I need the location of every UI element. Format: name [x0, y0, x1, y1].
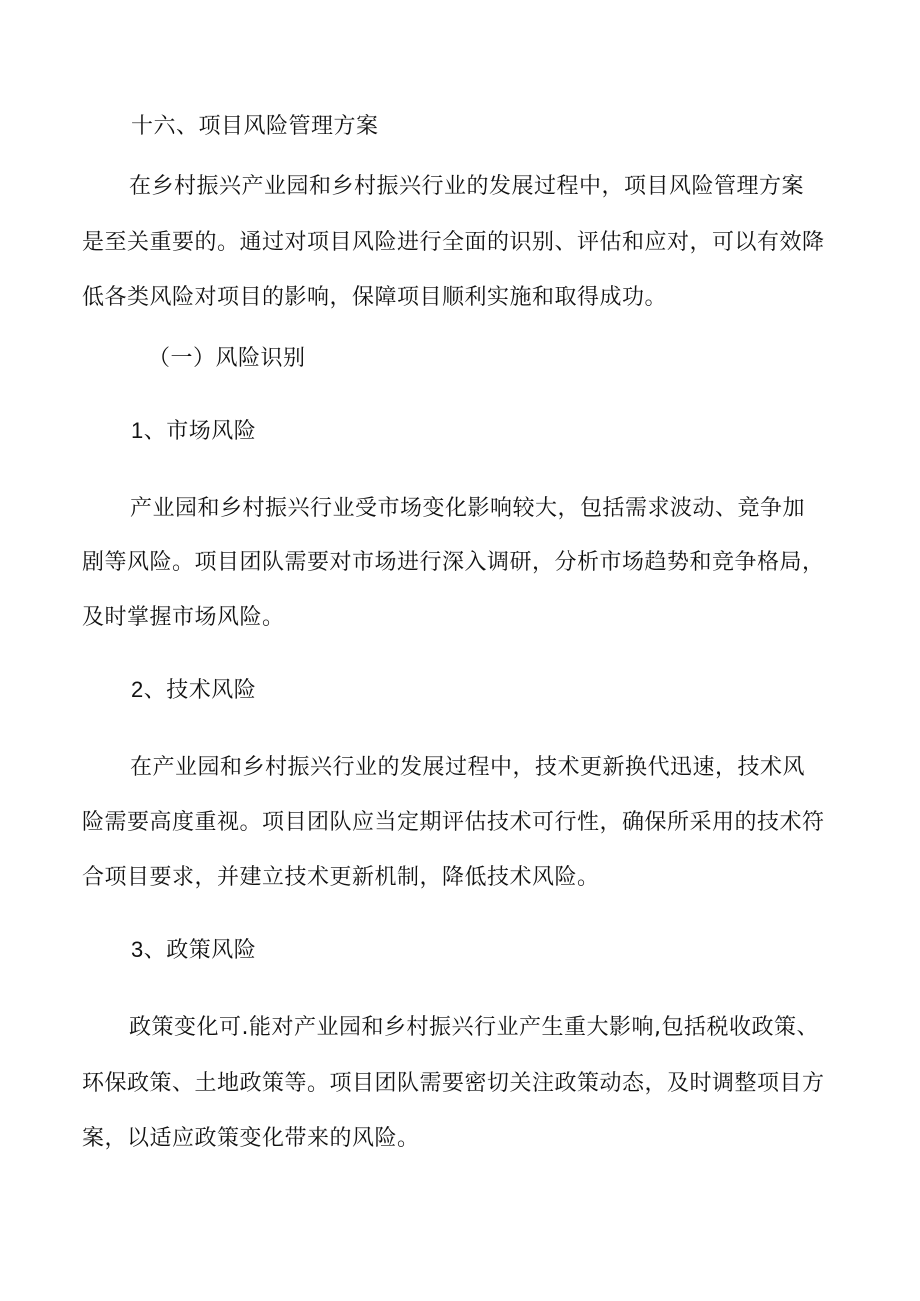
intro-line-2: 是至关重要的。通过对项目风险进行全面的识别、评估和应对，可以有效降 [82, 230, 825, 255]
policy-line-3: 案，以适应政策变化带来的风险。 [82, 1126, 420, 1151]
policy-line-1: 政策变化可.能对产业园和乡村振兴行业产生重大影响,包括税收政策、 [129, 1015, 819, 1040]
section-title: 十六、项目风险管理方案 [131, 114, 379, 139]
market-line-2: 剧等风险。项目团队需要对市场进行深入调研，分析市场趋势和竞争格局， [82, 550, 825, 575]
intro-line-1: 在乡村振兴产业园和乡村振兴行业的发展过程中，项目风险管理方案 [129, 174, 805, 199]
subsection-title: （一）风险识别 [148, 346, 306, 371]
tech-line-1: 在产业园和乡村振兴行业的发展过程中，技术更新换代迅速，技术风 [130, 755, 806, 780]
market-line-1: 产业园和乡村振兴行业受市场变化影响较大，包括需求波动、竞争加 [130, 496, 806, 521]
item-heading-policy: 3、政策风险 [131, 937, 257, 962]
item-heading-tech: 2、技术风险 [131, 677, 257, 702]
intro-line-3: 低各类风险对项目的影响，保障项目顺利实施和取得成功。 [82, 285, 668, 310]
item-heading-market: 1、市场风险 [131, 418, 257, 443]
tech-line-2: 险需要高度重视。项目团队应当定期评估技术可行性，确保所采用的技术符 [82, 810, 825, 835]
tech-line-3: 合项目要求，并建立技术更新机制，降低技术风险。 [82, 865, 600, 890]
market-line-3: 及时掌握市场风险。 [82, 605, 285, 630]
policy-line-2: 环保政策、土地政策等。项目团队需要密切关注政策动态，及时调整项目方 [82, 1071, 825, 1096]
